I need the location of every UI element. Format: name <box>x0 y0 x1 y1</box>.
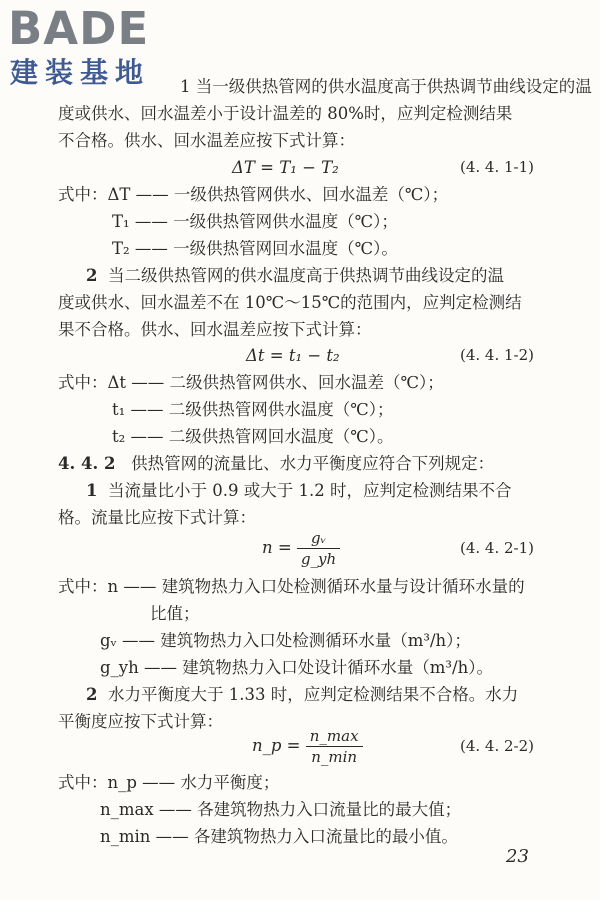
where-line: T₂ —— 一级供热管网回水温度（℃）。 <box>112 239 398 258</box>
where-line: t₂ —— 二级供热管网回水温度（℃）。 <box>112 427 394 446</box>
where-line: gᵥ —— 建筑物热力入口处检测循环水量（m³/h）； <box>100 631 471 650</box>
equation-number: (4. 4. 1-2) <box>460 346 535 364</box>
formula-4-4-1-2: Δt = t₁ − t₂ <box>246 346 340 365</box>
formula-4-4-1-1: ΔT = T₁ − T₂ <box>232 158 339 177</box>
item-number: 1 <box>86 481 98 500</box>
equation-number: (4. 4. 2-1) <box>460 539 535 557</box>
item-number: 2 <box>86 266 98 285</box>
formula-lhs: n_p = <box>252 736 301 755</box>
formula-4-4-2-2 <box>252 724 363 768</box>
item-text: 当流量比小于 0.9 或大于 1.2 时，应判定检测结果不合 <box>107 481 512 500</box>
logo-brand: BADE <box>8 2 150 55</box>
item-text: 水力平衡度大于 1.33 时，应判定检测结果不合格。水力 <box>107 685 519 704</box>
equation-number: (4. 4. 2-2) <box>460 737 535 755</box>
denominator: g_yh <box>300 550 337 568</box>
where-line: 式中：n_p —— 水力平衡度； <box>58 773 280 792</box>
paragraph-line: 平衡度应按下式计算： <box>58 712 223 731</box>
denominator: n_min <box>311 748 358 766</box>
paragraph-line: 1 当一级供热管网的供水温度高于供热调节曲线设定的温 <box>180 77 592 96</box>
paragraph-line <box>86 263 504 289</box>
page-number: 23 <box>506 846 529 867</box>
section-number: 4. 4. 2 <box>58 454 116 473</box>
item-number: 2 <box>86 685 98 704</box>
section-heading <box>58 451 494 477</box>
paragraph-line: 度或供水、回水温差小于设计温差的 80%时，应判定检测结果 <box>58 104 513 123</box>
where-line: n_min —— 各建筑物热力入口流量比的最小值。 <box>100 827 458 846</box>
where-line: t₁ —— 二级供热管网供水温度（℃）； <box>112 400 394 419</box>
paragraph-line <box>86 682 518 708</box>
where-line: n_max —— 各建筑物热力入口流量比的最大值； <box>100 800 462 819</box>
item-text: 当二级供热管网的供水温度高于供热调节曲线设定的温 <box>107 266 504 285</box>
formula-lhs: n = <box>262 538 292 557</box>
watermark-logo <box>8 4 178 96</box>
where-line: 式中：n —— 建筑物热力入口处检测循环水量与设计循环水量的 <box>58 577 525 596</box>
paragraph-line: 果不合格。供水、回水温差应按下式计算： <box>58 320 372 339</box>
fraction <box>297 528 340 569</box>
paragraph-line <box>86 478 511 504</box>
paragraph-line: 格。流量比应按下式计算： <box>58 508 256 527</box>
equation-number: (4. 4. 1-1) <box>460 158 535 176</box>
where-line: T₁ —— 一级供热管网供水温度（℃）； <box>112 212 398 231</box>
numerator: n_max <box>306 726 363 747</box>
where-line: 式中：Δt —— 二级供热管网供水、回水温差（℃）； <box>58 373 444 392</box>
where-line: 比值； <box>150 604 200 623</box>
paragraph-line: 不合格。供水、回水温差应按下式计算： <box>58 131 355 150</box>
logo-tagline: 建装基地 <box>10 56 151 89</box>
where-line: g_yh —— 建筑物热力入口处设计循环水量（m³/h）。 <box>100 658 493 677</box>
section-text: 供热管网的流量比、水力平衡度应符合下列规定： <box>131 454 495 473</box>
where-line: 式中：ΔT —— 一级供热管网供水、回水温差（℃）； <box>58 185 449 204</box>
numerator: gᵥ <box>297 528 340 549</box>
fraction <box>306 726 363 767</box>
paragraph-line: 度或供水、回水温差不在 10℃～15℃的范围内，应判定检测结 <box>58 293 522 312</box>
formula-4-4-2-1 <box>262 526 340 570</box>
